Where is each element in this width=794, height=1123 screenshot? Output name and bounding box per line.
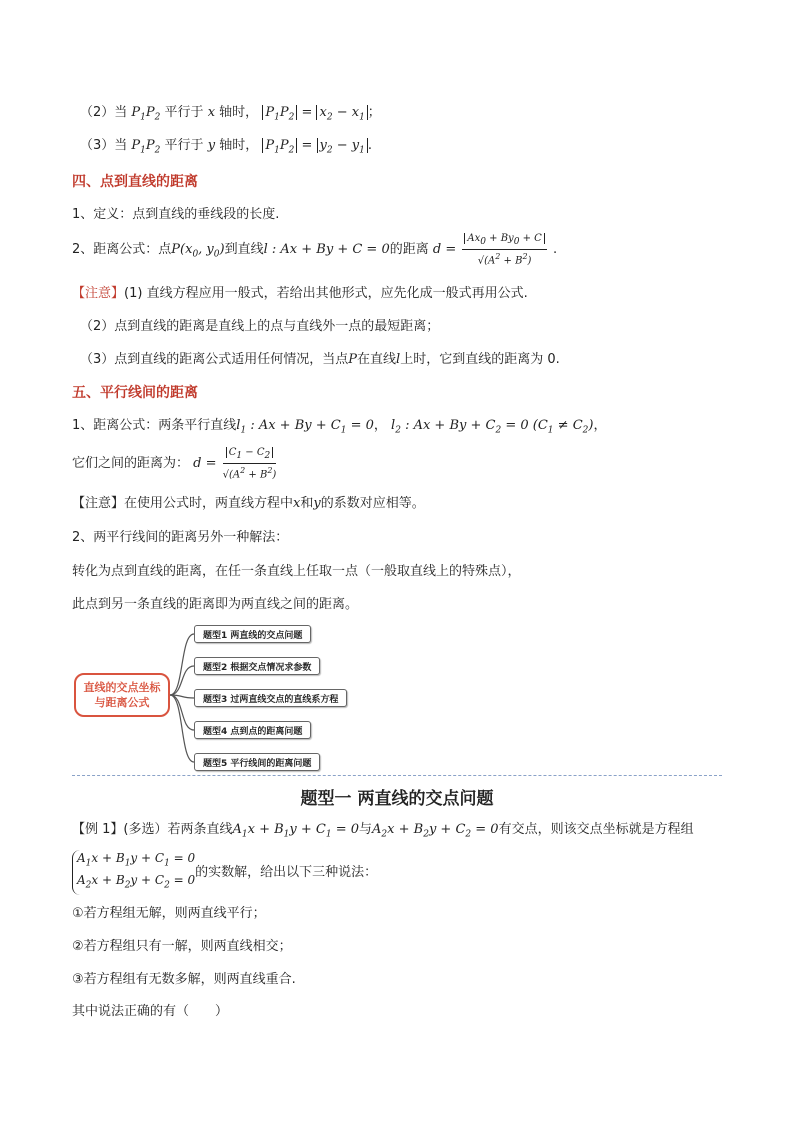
- equation-system: $A_1x + B_1y + C_1 = 0$ $A_2x + B_2y + C_2 = 0$: [72, 850, 195, 895]
- section5-method-1: 转化为点到直线的距离，在任一条直线上任取一点（一般取直线上的特殊点），: [72, 564, 521, 579]
- p1p2-symbol: $P_1P_2$: [131, 105, 161, 123]
- formula-x-distance: $P_1P_2 = x_2 - x_1$: [262, 105, 367, 120]
- p1p2-symbol: $P_1P_2$: [131, 138, 161, 156]
- section-divider: [72, 775, 722, 776]
- line-l2: $l_2$ : $Ax + By + C_2 = 0$ $(C_1 \ne C_2)$: [391, 418, 594, 436]
- section4-heading: 四、点到直线的距离: [72, 174, 198, 190]
- section5-distance: 它们之间的距离为： d = $\frac{C_1 - C_2}{√(A^2 + B^2)}$: [72, 447, 277, 481]
- distance-formula: d = $\frac{Ax_0 + By_0 + C}{√(A^2 + B^2)}$: [433, 242, 553, 257]
- item-3: （3）当 $P_1P_2$ 平行于 y 轴时， $P_1P_2 = y_2 - y_1$ .: [80, 138, 372, 156]
- statement-1: ①若方程组无解，则两直线平行；: [72, 906, 266, 921]
- mind-map: [72, 622, 372, 774]
- item-2: （2）当 $P_1P_2$ 平行于 x 轴时， $P_1P_2 = x_2 - x_1$ ；: [80, 105, 381, 123]
- mind-map-root: 直线的交点坐标 与距离公式: [74, 673, 170, 717]
- example1-intro: 【例 1】(多选）若两条直线$A_1x + B_1y + C_1 = 0$与$A_2x + B_2y + C_2 = 0$有交点，则该交点坐标就是方程组: [72, 822, 694, 840]
- section4-formula: 2、距离公式：点$P(x_0$, $y_0$)到直线l : Ax + By + C = 0的距离 d = $\frac{Ax_0 + By_0 + C}{√(A^2 + B^2)}$ .: [72, 233, 558, 267]
- line-1-eq: $A_1x + B_1y + C_1 = 0$: [232, 822, 360, 840]
- section5-note: 【注意】在使用公式时，两直线方程中x和y的系数对应相等。: [72, 496, 425, 511]
- section5-heading: 五、平行线间的距离: [72, 385, 198, 401]
- mind-map-branch-5: 题型5 平行线间的距离问题: [194, 753, 320, 771]
- example1-system: $A_1x + B_1y + C_1 = 0$ $A_2x + B_2y + C_2 = 0$的实数解，给出以下三种说法：: [72, 850, 377, 895]
- parallel-distance-formula: d = $\frac{C_1 - C_2}{√(A^2 + B^2)}$: [193, 447, 277, 481]
- section5-method: 2、两平行线间的距离另外一种解法：: [72, 530, 289, 545]
- point-p: $P(x_0$, $y_0$): [171, 242, 225, 260]
- section4-note2: （2）点到直线的距离是直线上的点与直线外一点的最短距离；: [80, 319, 440, 334]
- type1-title: 题型一 两直线的交点问题: [300, 789, 494, 809]
- line-2-eq: $A_2x + B_2y + C_2 = 0$: [372, 822, 499, 840]
- section5-formula: 1、距离公式：两条平行直线$l_1$ : $Ax + By + C_1 = 0$， $l_2$ : $Ax + By + C_2 = 0$ $(C_1 \ne C_2)$，: [72, 418, 607, 436]
- formula-y-distance: $P_1P_2 = y_2 - y_1$: [262, 138, 368, 153]
- section4-note3: （3）点到直线的距离公式适用任何情况，当点P在直线l上时，它到直线的距离为 0.: [80, 352, 560, 367]
- section4-definition: 1、定义：点到直线的垂线段的长度.: [72, 207, 280, 222]
- mind-map-branch-4: 题型4 点到点的距离问题: [194, 721, 311, 739]
- statement-2: ②若方程组只有一解，则两直线相交；: [72, 939, 292, 954]
- mind-map-branch-3: 题型3 过两直线交点的直线系方程: [194, 689, 347, 707]
- mind-map-branch-2: 题型2 根据交点情况求参数: [194, 657, 320, 675]
- question: 其中说法正确的有（ ）: [72, 1004, 229, 1019]
- section4-note1: 【注意】(1) 直线方程应用一般式，若给出其他形式，应先化成一般式再用公式.: [72, 286, 528, 301]
- section5-method-2: 此点到另一条直线的距离即为两直线之间的距离。: [72, 597, 359, 612]
- statement-3: ③若方程组有无数多解，则两直线重合.: [72, 972, 296, 987]
- mind-map-branch-1: 题型1 两直线的交点问题: [194, 625, 311, 643]
- line-l1: $l_1$ : $Ax + By + C_1 = 0$: [236, 418, 374, 436]
